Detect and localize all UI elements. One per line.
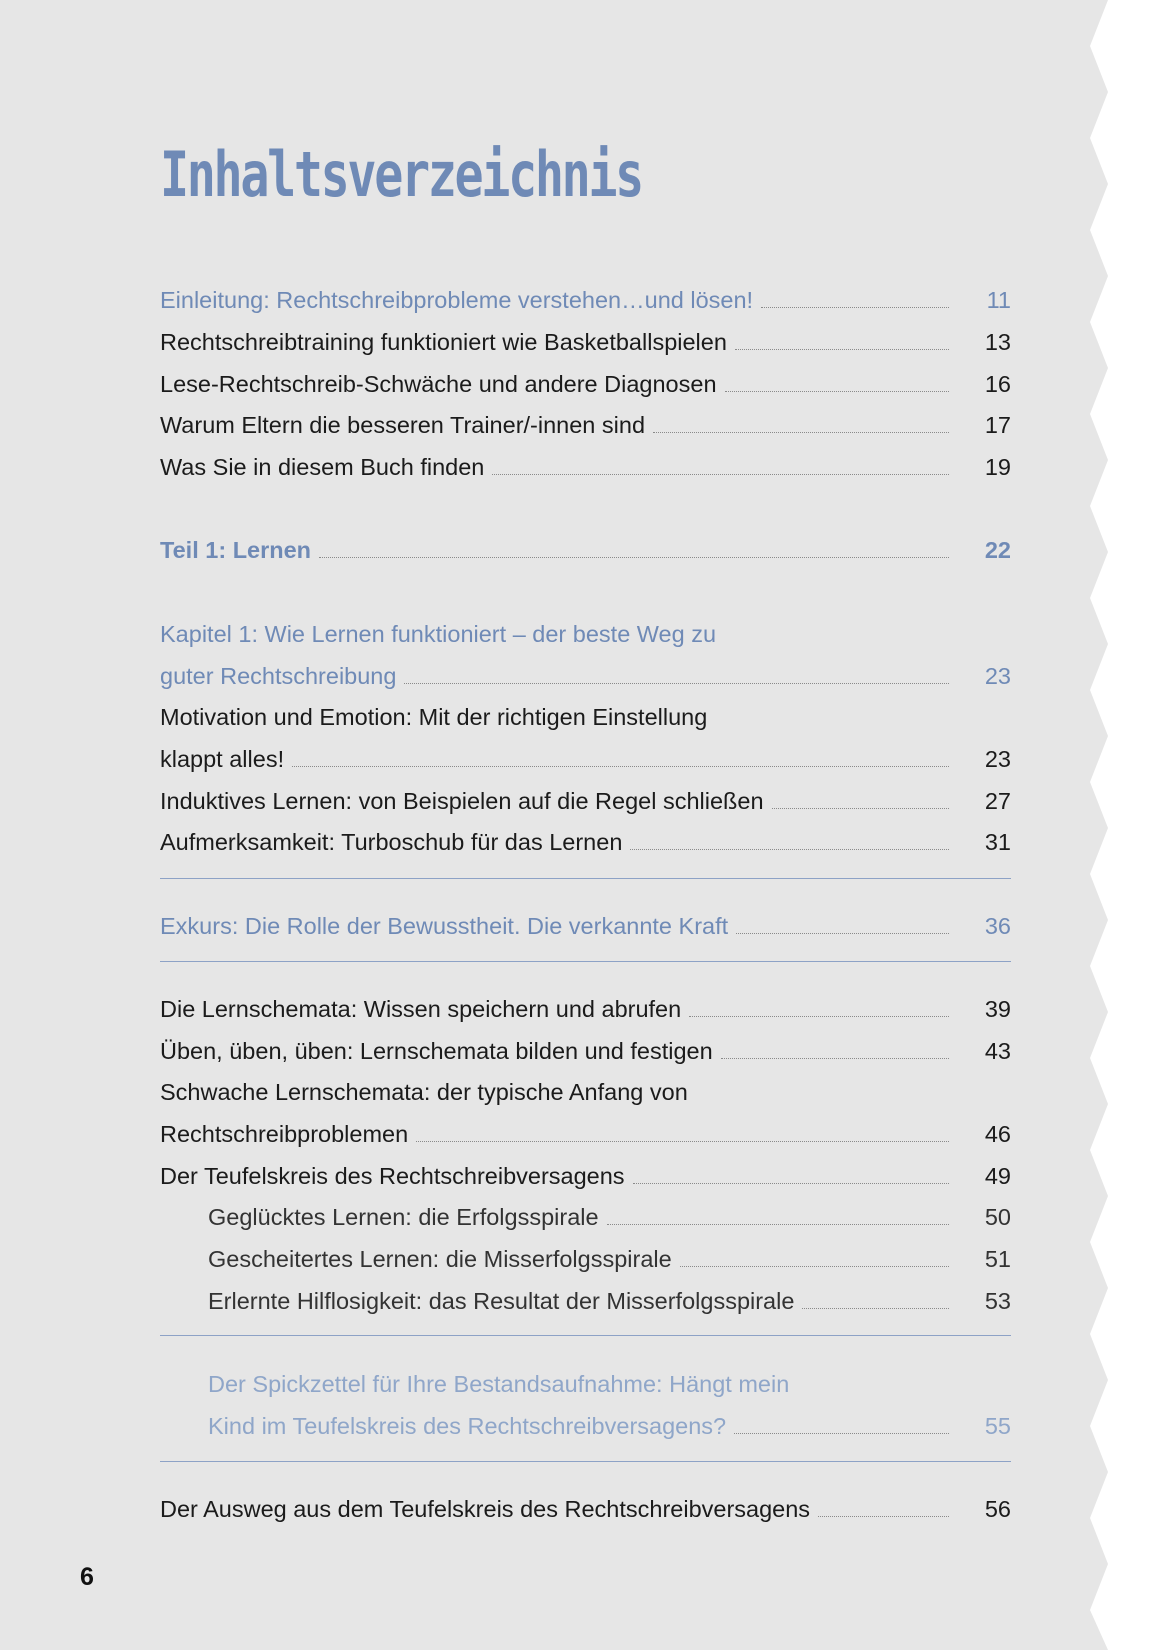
toc-page-number: 19: [984, 454, 1011, 480]
toc-entry-teufelskreis[interactable]: [160, 1149, 1011, 1191]
toc-entry-text: Warum Eltern die besseren Trainer/-innen sind: [160, 412, 646, 438]
toc-entry-exkurs[interactable]: [160, 899, 1011, 941]
toc-entry-ausweg[interactable]: [160, 1482, 1011, 1524]
toc-entry-schwache-lernschemata-line-1[interactable]: [160, 1065, 1011, 1107]
toc-entry-spickzettel-line-2[interactable]: [208, 1399, 1011, 1441]
toc-page-number: 55: [984, 1413, 1011, 1439]
toc-page-number: 27: [984, 788, 1011, 814]
toc-page-number: 36: [984, 913, 1011, 939]
toc-entry-text: Induktives Lernen: von Beispielen auf die Regel schließen: [160, 788, 764, 814]
toc-subentry-erfolgsspirale[interactable]: [208, 1190, 1011, 1232]
page-number: 6: [80, 1563, 94, 1591]
toc-page-number: 13: [984, 329, 1011, 355]
toc-entry-motivation-line-1[interactable]: [160, 690, 1011, 732]
toc-page-number: 51: [984, 1246, 1011, 1272]
dot-leader: [680, 1266, 949, 1267]
toc-entry-teil-1[interactable]: [160, 523, 1011, 565]
toc-entry-basketball[interactable]: [160, 315, 1011, 357]
toc-entry-einleitung[interactable]: [160, 273, 1011, 315]
dot-leader: [736, 933, 949, 934]
toc-page-number: 23: [984, 746, 1011, 772]
toc-entry-text: Rechtschreibtraining funktioniert wie Basketballspielen: [160, 329, 727, 355]
toc-entry-motivation-line-2[interactable]: [160, 732, 1011, 774]
toc-entry-spickzettel-line-1[interactable]: [208, 1357, 1011, 1399]
dot-leader: [633, 1183, 949, 1184]
toc-entry-kapitel-1-line-2[interactable]: [160, 649, 1011, 691]
toc-page-number: 46: [984, 1121, 1011, 1147]
toc-page-number: 43: [984, 1038, 1011, 1064]
toc-entry-text: Der Ausweg aus dem Teufelskreis des Rechtschreibversagens: [160, 1496, 811, 1522]
toc-entry-text: Schwache Lernschemata: der typische Anfang von: [160, 1079, 688, 1105]
toc-page-number: 16: [984, 371, 1011, 397]
toc-entry-text: Rechtschreibproblemen: [160, 1121, 409, 1147]
dot-leader: [818, 1516, 949, 1517]
toc-entry-diagnosen[interactable]: [160, 357, 1011, 399]
toc-entry-text: guter Rechtschreibung: [160, 663, 397, 689]
toc-entry-schwache-lernschemata-line-2[interactable]: [160, 1107, 1011, 1149]
toc-entry-text: Erlernte Hilflosigkeit: das Resultat der Misserfolgsspirale: [208, 1288, 795, 1314]
page-title: Inhaltsverzeichnis: [160, 138, 642, 211]
toc-entry-buch[interactable]: [160, 440, 1011, 482]
toc-page-number: 23: [984, 663, 1011, 689]
toc-subentry-misserfolgsspirale[interactable]: [208, 1232, 1011, 1274]
dot-leader: [721, 1058, 949, 1059]
toc-entry-text: Kind im Teufelskreis des Rechtschreibversagens?: [208, 1413, 727, 1439]
divider-line: [160, 878, 1011, 879]
divider-line: [160, 961, 1011, 962]
toc-entry-text: Gescheitertes Lernen: die Misserfolgsspirale: [208, 1246, 672, 1272]
toc-entry-text: Exkurs: Die Rolle der Bewusstheit. Die verkannte Kraft: [160, 913, 729, 939]
toc-entry-lernschemata[interactable]: [160, 982, 1011, 1024]
toc-page-number: 11: [986, 287, 1011, 313]
dot-leader: [761, 307, 949, 308]
toc-entry-text: Die Lernschemata: Wissen speichern und abrufen: [160, 996, 682, 1022]
divider-line: [160, 1335, 1011, 1336]
toc-entry-text: Der Spickzettel für Ihre Bestandsaufnahme: Hängt mein: [208, 1371, 790, 1397]
toc-entry-aufmerksamkeit[interactable]: [160, 815, 1011, 857]
toc-entry-ueben[interactable]: [160, 1024, 1011, 1066]
dot-leader: [689, 1016, 949, 1017]
toc-entry-text: Einleitung: Rechtschreibprobleme verstehen…und lösen!: [160, 287, 754, 313]
toc-entry-text: Motivation und Emotion: Mit der richtigen Einstellung: [160, 704, 708, 730]
dot-leader: [734, 1433, 949, 1434]
dot-leader: [292, 766, 949, 767]
dot-leader: [653, 432, 949, 433]
dot-leader: [492, 474, 949, 475]
toc-page-number: 53: [984, 1288, 1011, 1314]
toc-entry-text: Kapitel 1: Wie Lernen funktioniert – der beste Weg zu: [160, 621, 717, 647]
toc-page-number: 31: [984, 829, 1011, 855]
toc-entry-text: klappt alles!: [160, 746, 285, 772]
toc-page-number: 22: [984, 537, 1011, 563]
dot-leader: [404, 683, 949, 684]
toc-entry-kapitel-1-line-1[interactable]: [160, 607, 1011, 649]
toc-subentry-hilflosigkeit[interactable]: [208, 1274, 1011, 1316]
toc-page-number: 49: [984, 1163, 1011, 1189]
dot-leader: [772, 808, 949, 809]
toc-page-number: 50: [984, 1204, 1011, 1230]
toc-entry-text: Der Teufelskreis des Rechtschreibversagens: [160, 1163, 625, 1189]
dot-leader: [725, 391, 949, 392]
dot-leader: [735, 349, 949, 350]
toc-page-number: 17: [984, 412, 1011, 438]
toc-entry-eltern[interactable]: [160, 398, 1011, 440]
toc-page-number: 39: [984, 996, 1011, 1022]
toc-page-number: 56: [984, 1496, 1011, 1522]
dot-leader: [607, 1224, 949, 1225]
toc-entry-text: Geglücktes Lernen: die Erfolgsspirale: [208, 1204, 599, 1230]
dot-leader: [802, 1308, 949, 1309]
toc-entry-text: Was Sie in diesem Buch finden: [160, 454, 485, 480]
toc-entry-text: Üben, üben, üben: Lernschemata bilden und festigen: [160, 1038, 713, 1064]
toc-entry-text: Teil 1: Lernen: [160, 537, 312, 563]
toc-entry-text: Lese-Rechtschreib-Schwäche und andere Diagnosen: [160, 371, 717, 397]
divider-line: [160, 1461, 1011, 1462]
toc-entry-induktives-lernen[interactable]: [160, 774, 1011, 816]
toc-entry-text: Aufmerksamkeit: Turboschub für das Lernen: [160, 829, 623, 855]
dot-leader: [319, 557, 949, 558]
dot-leader: [630, 849, 949, 850]
dot-leader: [416, 1141, 949, 1142]
